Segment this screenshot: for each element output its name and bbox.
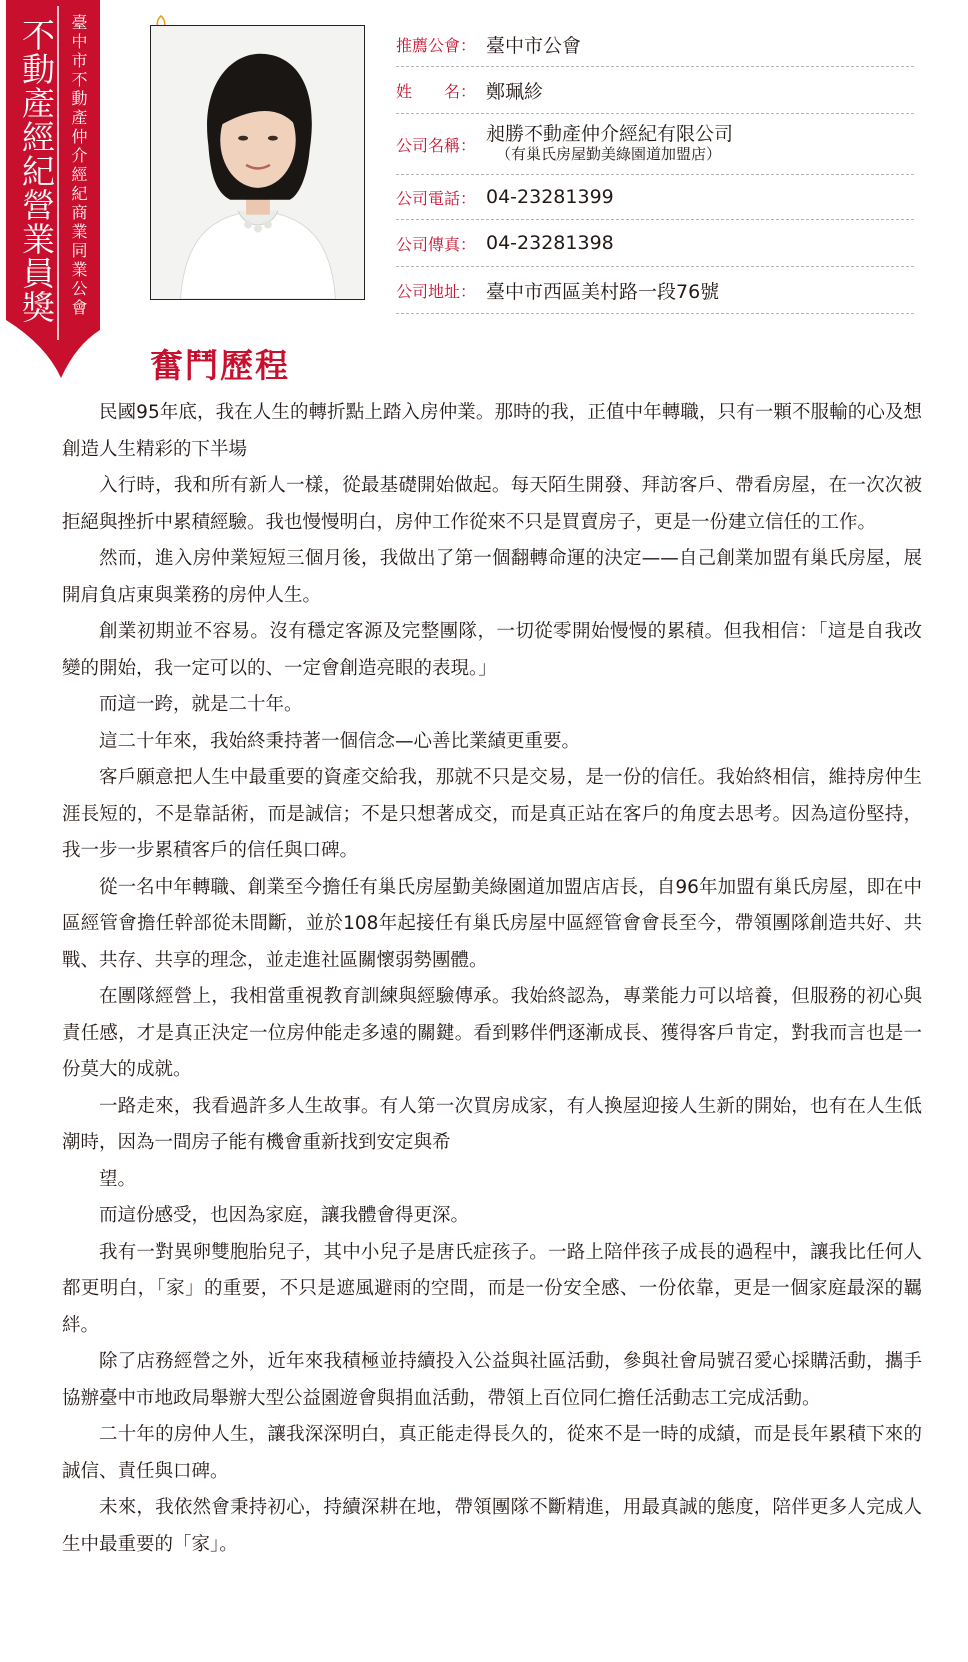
portrait-photo — [150, 25, 365, 300]
award-title: 不動產經紀營業員獎 — [17, 18, 56, 324]
info-value: 04-23281398 — [486, 232, 614, 254]
info-row-address — [396, 267, 914, 314]
paragraph: 望。 — [99, 1168, 137, 1190]
paragraph: 在團隊經營上，我相當重視教育訓練與經驗傳承。我始終認為，專業能力可以培養，但服務的初心與責任感，才是真正決定一位房仲能走多遠的關鍵。看到夥伴們逐漸成長、獲得客戶肯定，對我而言也是一份莫大的成就。 — [62, 986, 922, 1080]
info-label: 公司名稱： — [396, 135, 477, 155]
company-name — [486, 124, 733, 163]
company-name-sub: （有巢氏房屋勤美綠園道加盟店） — [496, 145, 722, 164]
info-label: 公司電話： — [396, 188, 477, 208]
info-value: 04-23281399 — [486, 186, 614, 208]
info-label: 公司傳真： — [396, 234, 477, 254]
paragraph: 民國95年底，我在人生的轉折點上踏入房仲業。那時的我，正值中年轉職，只有一顆不服輸的心及想創造人生精彩的下半場 — [62, 402, 922, 460]
info-value: 鄭珮紾 — [486, 80, 544, 103]
paragraph: 未來，我依然會秉持初心，持續深耕在地，帶領團隊不斷精進，用最真誠的態度，陪伴更多人完成人生中最重要的「家」。 — [62, 1497, 922, 1555]
info-label: 姓 名： — [396, 81, 477, 101]
award-ribbon — [6, 0, 100, 378]
paragraph: 而這份感受，也因為家庭，讓我體會得更深。 — [99, 1205, 470, 1226]
paragraph: 而這一跨，就是二十年。 — [99, 694, 303, 715]
paragraph: 二十年的房仲人生，讓我深深明白，真正能走得長久的，從來不是一時的成績，而是長年累積下來的誠信、責任與口碑。 — [62, 1424, 922, 1482]
paragraph: 這二十年來，我始終秉持著一個信念—心善比業績更重要。 — [99, 730, 581, 752]
paragraph: 然而，進入房仲業短短三個月後，我做出了第一個翻轉命運的決定——自己創業加盟有巢氏房屋，展開肩負店東與業務的房仲人生。 — [62, 548, 922, 606]
organization-name: 臺中市不動產仲介經紀商業同業公會 — [69, 14, 88, 318]
info-label: 公司地址： — [396, 281, 477, 301]
paragraph: 我有一對異卵雙胞胎兒子，其中小兒子是唐氏症孩子。一路上陪伴孩子成長的過程中，讓我比任何人都更明白，「家」的重要，不只是遮風避雨的空間，而是一份安全感、一份依靠，更是一個家庭最深的羈絆。 — [62, 1241, 922, 1336]
info-value: 臺中市西區美村路一段76號 — [486, 280, 720, 303]
info-row-phone — [396, 175, 914, 220]
paragraph: 客戶願意把人生中最重要的資產交給我，那就不只是交易，是一份的信任。我始終相信，維持房仲生涯長短的，不是靠話術，而是誠信；不是只想著成交，而是真正站在客戶的角度去思考。因為這份堅持，我一步一步累積客戶的信任與口碑。 — [62, 767, 922, 861]
info-row-name — [396, 67, 914, 114]
company-name-main: 昶勝不動產仲介經紀有限公司 — [486, 123, 734, 146]
paragraph: 一路走來，我看過許多人生故事。有人第一次買房成家，有人換屋迎接人生新的開始，也有在人生低潮時，因為一間房子能有機會重新找到安定與希 — [62, 1095, 922, 1153]
paragraph: 除了店務經營之外，近年來我積極並持續投入公益與社區活動，參與社會局號召愛心採購活動，攜手協辦臺中市地政局舉辦大型公益園遊會與捐血活動，帶領上百位同仁擔任活動志工完成活動。 — [62, 1351, 922, 1409]
info-value: 臺中市公會 — [486, 34, 582, 57]
section-title: 奮鬥歷程 — [150, 346, 290, 385]
info-label: 推薦公會： — [396, 35, 477, 55]
paragraph: 入行時，我和所有新人一樣，從最基礎開始做起。每天陌生開發、拜訪客戶、帶看房屋，在一次次被拒絕與挫折中累積經驗。我也慢慢明白，房仲工作從來不只是買賣房子，更是一份建立信任的工作。 — [62, 475, 922, 533]
story-body — [62, 395, 922, 1563]
info-row-company — [396, 114, 914, 175]
paragraph: 創業初期並不容易。沒有穩定客源及完整團隊，一切從零開始慢慢的累積。但我相信：「這是自我改變的開始，我一定可以的、一定會創造亮眼的表現。」 — [62, 621, 922, 679]
info-row-fax — [396, 220, 914, 267]
info-row-association — [396, 22, 914, 67]
profile-info — [396, 22, 914, 314]
paragraph: 從一名中年轉職、創業至今擔任有巢氏房屋勤美綠園道加盟店店長，自96年加盟有巢氏房屋，即在中區經管會擔任幹部從未間斷，並於108年起接任有巢氏房屋中區經管會會長至今，帶領團隊創造共好、共戰、共存、共享的理念，並走進社區關懷弱勢團體。 — [62, 876, 922, 971]
